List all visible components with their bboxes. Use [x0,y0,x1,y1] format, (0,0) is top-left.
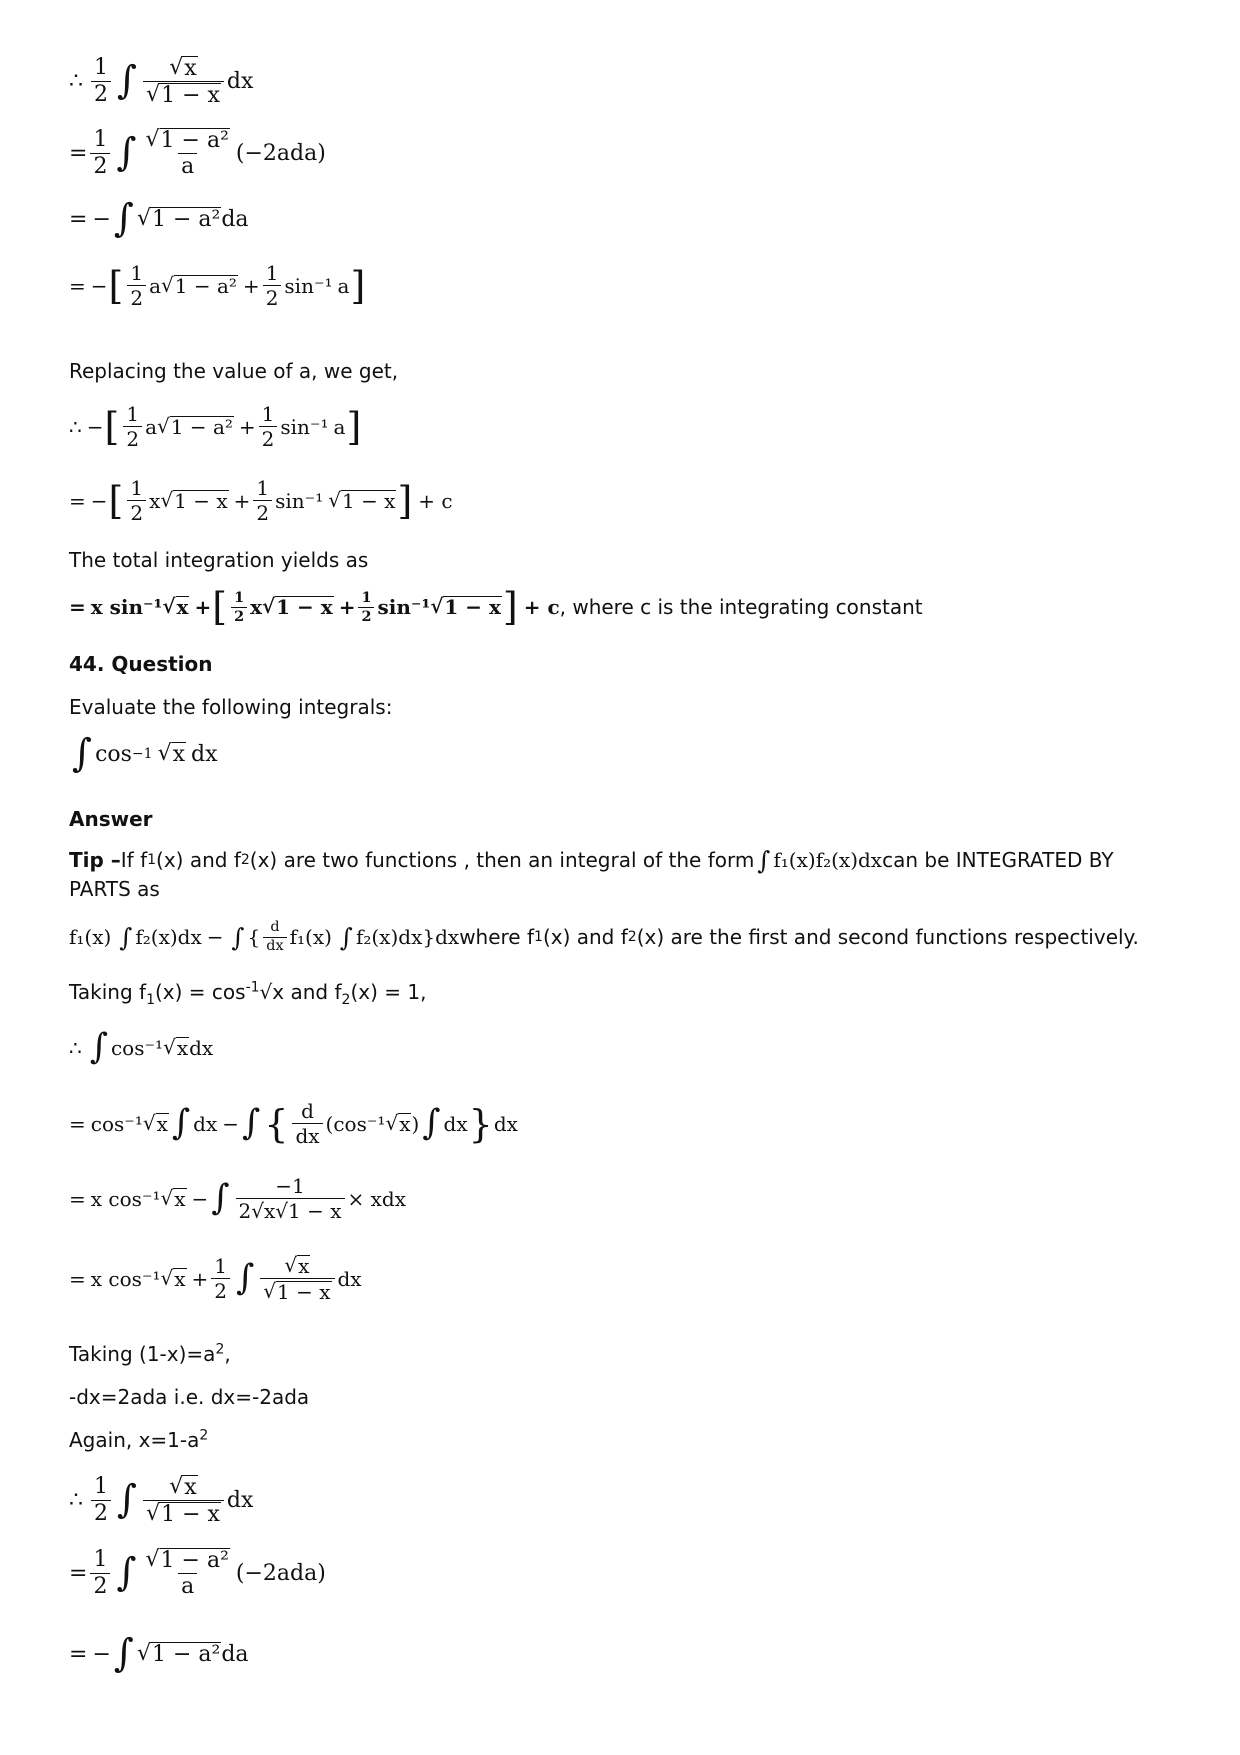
text-again: Again, $x=1-a^2$ [69,1427,209,1452]
equation-simplified: = x cos⁻¹ √ x + $\frac{1}{2}$ ∫ √ x √ 1 − x dx [69,1253,362,1304]
equation-therefore-integral-2: ∴ $\frac{1}{2}$ ∫ √ x √ 1 − x dx [69,1474,254,1528]
text-replacing: Replacing the value of a, we get, [69,359,399,383]
equation-therefore-result: ∴ − [ $\frac{1}{2}$ a √ 1 − a² + $\frac{1}{2}$ sin⁻¹ a ] [69,402,362,451]
text-integrating-constant: , where c is the integrating constant [559,595,923,619]
equation-negative-integral: = − ∫ √ 1 − a² da [69,196,249,241]
by-parts-line: f₁(x) ∫ f₂(x) dx − ∫ { $\frac{d}{dx}$ f₁(x) ∫ f₂(x) dx } dx where f 1 (x) and f 2 (x) are the first and second functions respectively. [69,919,1139,954]
equation-tip-form: ∫ f₁(x) f₂(x) dx [757,845,883,875]
equation-therefore-integral: ∴ $\frac{1}{2}$ ∫ √ x √ 1 − x dx [69,55,254,109]
equation-question: ∫ cos −1 √ x dx [72,731,218,776]
answer-heading: Answer [69,807,153,831]
equation-derivative-step: = x cos⁻¹ √ x − ∫ $\frac{-1}{2√x√1 - x}$ × xdx [69,1174,406,1223]
text-taking-functions: Taking $f_1(x) = \cos^{-1}√x$ and $f_2(x) = 1$, [69,979,427,1008]
equation-negative-integral-2: = − ∫ √ 1 − a² da [69,1631,249,1676]
equation-by-parts-applied: = cos⁻¹ √ x ∫ dx − ∫ { $\frac{d}{dx}$ ( cos⁻¹ √ x ) ∫ dx } dx [69,1099,518,1148]
equation-result-x: = − [ $\frac{1}{2}$ x √ 1 − x + $\frac{1}{2}$ sin⁻¹ √ 1 − x ] + c [69,476,453,525]
equation-therefore-cos: ∴ ∫ cos⁻¹ √ x dx [69,1027,214,1067]
tip-paragraph: Tip – If f 1 (x) and f 2 (x) are two functions , then an integral of the form ∫ f₁(x) f₂(x) dx can be INTEGRATED BY [69,845,1114,875]
equation-substitution: = $\frac{1}{2}$ ∫ √ 1 − a² a (−2ada) [69,127,326,180]
text-dx-relation: -dx=2ada i.e. dx=-2ada [69,1385,310,1409]
equation-by-parts: f₁(x) ∫ f₂(x) dx − ∫ { $\frac{d}{dx}$ f₁(x) ∫ f₂(x) dx } dx [69,919,460,954]
equation-result-a: = − [ $\frac{1}{2}$ a √ 1 − a² + $\frac{1}{2}$ sin⁻¹ a ] [69,261,366,310]
equation-final-line: = x sin⁻¹ √ x + [ $\frac{1}{2}$ x √ 1 − x + $\frac{1}{2}$ sin⁻¹ √ 1 − x ] + c , where c is the integrating constant [69,585,923,629]
text-total-integration: The total integration yields as [69,548,369,572]
equation-substitution-2: = $\frac{1}{2}$ ∫ √ 1 − a² a (−2ada) [69,1547,326,1600]
text-taking-substitution: Taking $(1-x)=a^2$, [69,1341,231,1366]
question-heading: 44. Question [69,652,213,676]
tip-paragraph-cont: PARTS as [69,877,160,901]
text-evaluate: Evaluate the following integrals: [69,695,393,719]
